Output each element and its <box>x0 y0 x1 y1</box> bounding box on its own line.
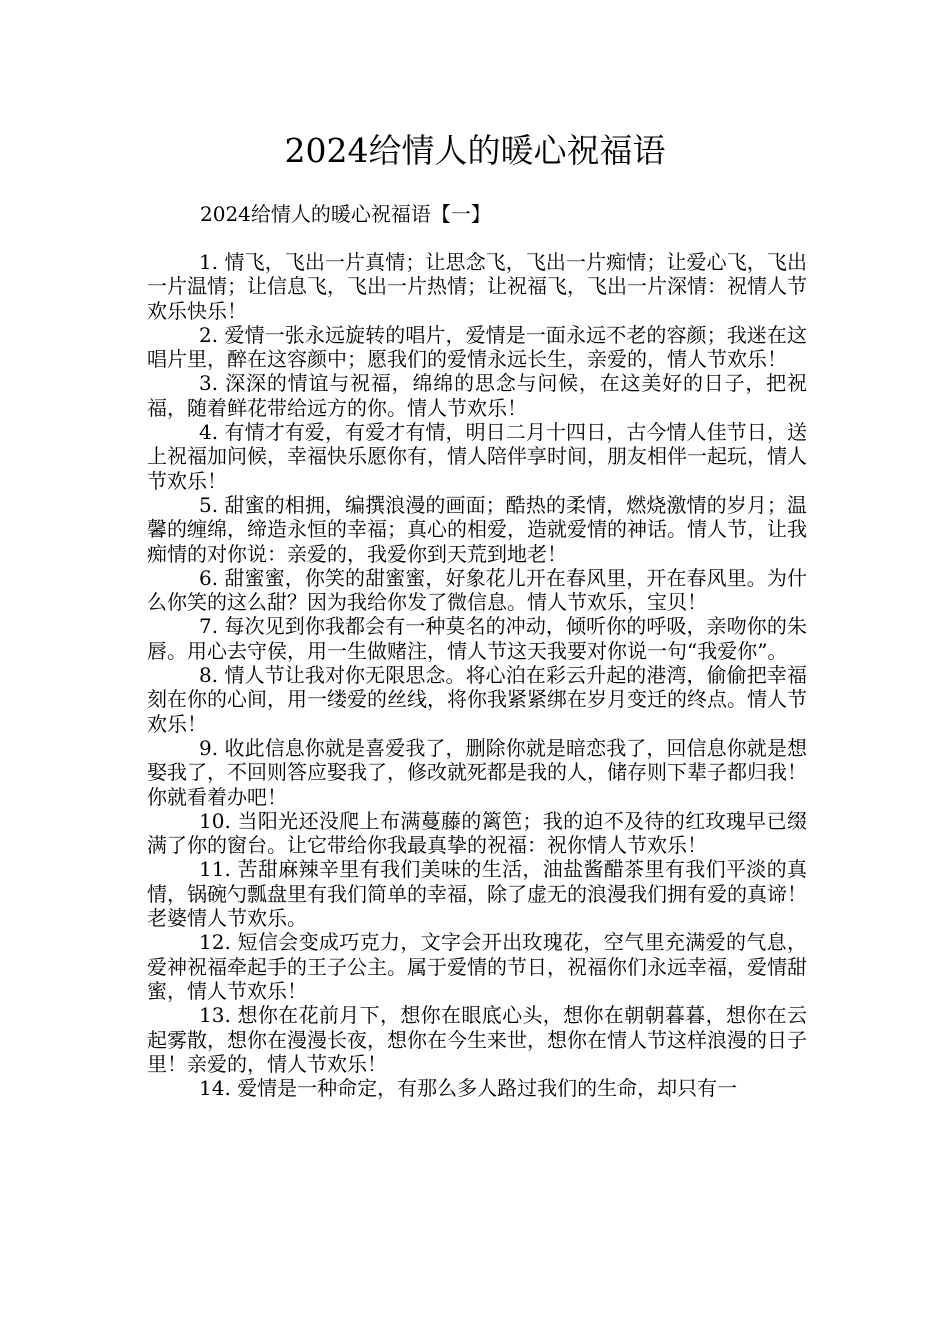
paragraph: 7. 每次见到你我都会有一种莫名的冲动，倾听你的呼吸，亲吻你的朱唇。用心去守侯，用一生做赌注，情人节这天我要对你说一句“我爱你”。 <box>147 614 807 663</box>
page-title: 2024给情人的暖心祝福语 <box>284 131 666 170</box>
paragraph: 1. 情飞，飞出一片真情；让思念飞，飞出一片痴情；让爱心飞，飞出一片温情；让信息飞，飞出一片热情；让祝福飞，飞出一片深情：祝情人节欢乐快乐！ <box>147 250 807 323</box>
paragraph: 6. 甜蜜蜜，你笑的甜蜜蜜，好象花儿开在春风里，开在春风里。为什么你笑的这么甜？因为我给你发了微信息。情人节欢乐，宝贝！ <box>147 565 807 615</box>
paragraph: 3. 深深的情谊与祝福，绵绵的思念与问候，在这美好的日子，把祝福，随着鲜花带给远方的你。情人节欢乐！ <box>147 371 807 420</box>
paragraph: 4. 有情才有爱，有爱才有情，明日二月十四日，古今情人佳节日，送上祝福加问候，幸福快乐愿你有，情人陪伴享时间，朋友相伴一起玩，情人节欢乐！ <box>147 420 807 493</box>
paragraph: 14. 爱情是一种命定，有那么多人路过我们的生命，却只有一 <box>199 1076 738 1101</box>
paragraph: 2. 爱情一张永远旋转的唱片，爱情是一面永远不老的容颜；我迷在这唱片里，醉在这容颜中；愿我们的爱情永远长生，亲爱的，情人节欢乐！ <box>147 322 807 372</box>
paragraph: 9. 收此信息你就是喜爱我了，删除你就是暗恋我了，回信息你就是想娶我了，不回则答应娶我了，修改就死都是我的人，储存则下辈子都归我！你就看着办吧！ <box>147 735 807 809</box>
body-text <box>147 250 807 1100</box>
paragraph: 10. 当阳光还没爬上布满蔓藤的篱笆；我的迫不及待的红玫瑰早已缀满了你的窗台。让它带给你我最真挚的祝福：祝你情人节欢乐！ <box>147 808 807 858</box>
paragraph: 8. 情人节让我对你无限思念。将心泊在彩云升起的港湾，偷偷把幸福刻在你的心间，用一缕爱的丝线，将你我紧紧绑在岁月变迁的终点。情人节欢乐！ <box>147 663 807 736</box>
paragraph: 13. 想你在花前月下，想你在眼底心头，想你在朝朝暮暮，想你在云起雾散，想你在漫漫长夜，想你在今生来世，想你在情人节这样浪漫的日子里！亲爱的，情人节欢乐！ <box>147 1003 807 1076</box>
paragraph: 12. 短信会变成巧克力，文字会开出玫瑰花，空气里充满爱的气息，爱神祝福牵起手的王子公主。属于爱情的节日，祝福你们永远幸福，爱情甜蜜，情人节欢乐！ <box>147 930 807 1003</box>
paragraph: 5. 甜蜜的相拥，编撰浪漫的画面；酷热的柔情，燃烧激情的岁月；温馨的缠绵，缔造永恒的幸福；真心的相爱，造就爱情的神话。情人节，让我痴情的对你说：亲爱的，我爱你到天荒到地老！ <box>147 492 807 566</box>
paragraph: 11. 苦甜麻辣辛里有我们美味的生活，油盐酱醋茶里有我们平淡的真情，锅碗勺瓢盘里有我们简单的幸福，除了虚无的浪漫我们拥有爱的真谛！老婆情人节欢乐。 <box>147 857 807 931</box>
section-heading: 2024给情人的暖心祝福语【一】 <box>200 202 491 226</box>
